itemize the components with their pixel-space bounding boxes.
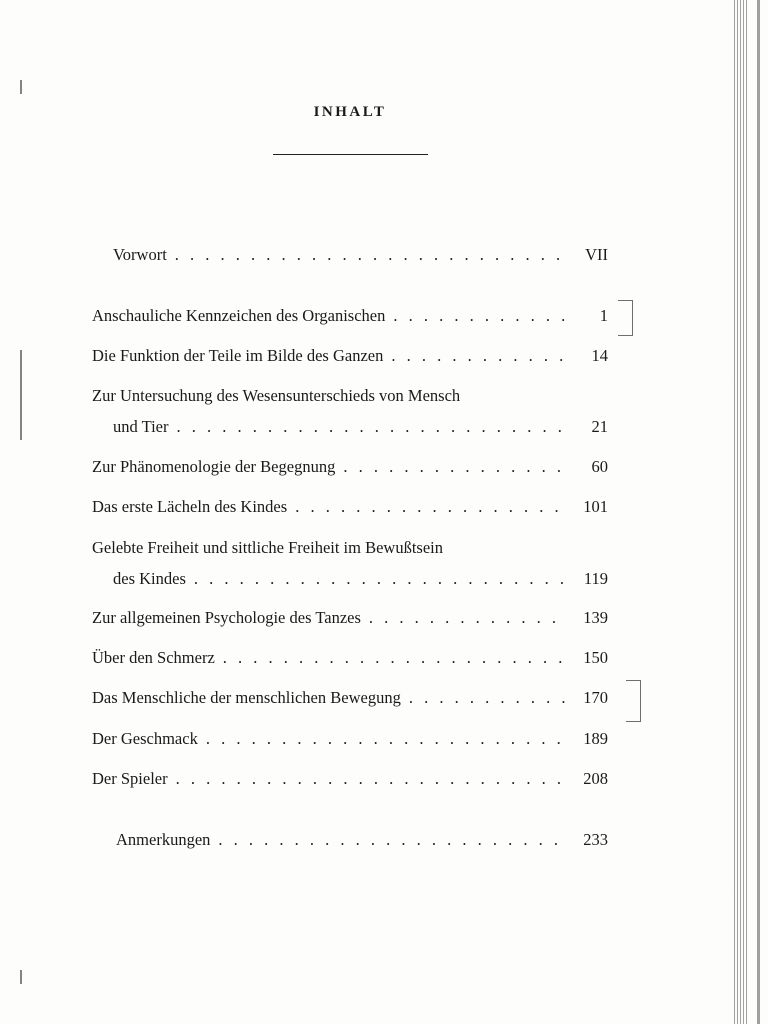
toc-entry-title-continued: des Kindes <box>113 569 186 588</box>
toc-entry[interactable] <box>92 648 608 679</box>
toc-entry-page: 189 <box>583 729 608 748</box>
toc-entry[interactable] <box>92 457 608 488</box>
toc-entry-page: 208 <box>583 769 608 788</box>
toc-entry-page: 60 <box>591 457 608 476</box>
toc-entry-title: Anmerkungen <box>116 830 211 849</box>
toc-entry-title: Vorwort <box>113 245 167 264</box>
leader-dots <box>176 769 566 789</box>
toc-entry-page: 101 <box>583 497 608 516</box>
leader-dots <box>343 457 566 477</box>
page-title: INHALT <box>313 104 387 120</box>
toc-entry-page: VII <box>585 245 608 264</box>
toc-entry-title: Das Menschliche der menschlichen Bewegung <box>92 688 401 707</box>
toc-entry-title: Über den Schmerz <box>92 648 215 667</box>
toc-entry[interactable] <box>92 538 608 600</box>
toc-entry-page: 1 <box>599 306 608 325</box>
leader-dots <box>369 608 566 628</box>
leader-dots <box>206 729 566 749</box>
leader-dots <box>218 830 566 850</box>
leader-dots <box>295 497 566 517</box>
toc-entry-page: 139 <box>583 608 608 627</box>
toc-entry-page: 150 <box>583 648 608 667</box>
toc-entry[interactable] <box>92 769 608 800</box>
toc-entry-page: 119 <box>583 569 608 588</box>
toc-entry-page: 170 <box>583 688 608 707</box>
toc-entry-title: Zur Phänomenologie der Begegnung <box>92 457 336 476</box>
leader-dots <box>223 648 566 668</box>
toc-entry-title: Zur allgemeinen Psychologie des Tanzes <box>92 608 361 627</box>
toc-entry[interactable] <box>92 346 608 377</box>
toc-entry-title: Gelebte Freiheit und sittliche Freiheit im Bewußtsein <box>92 538 444 557</box>
toc-entry[interactable] <box>92 306 608 337</box>
toc-entry-anmerkungen[interactable] <box>116 830 608 861</box>
leader-dots <box>194 569 566 589</box>
leader-dots <box>176 417 566 437</box>
toc-entry[interactable] <box>92 386 608 448</box>
leader-dots <box>391 346 566 366</box>
toc-entry-title: Der Geschmack <box>92 729 198 748</box>
toc-entry[interactable] <box>92 688 608 719</box>
toc-entry-page: 233 <box>583 830 608 849</box>
toc-entry[interactable] <box>92 497 608 528</box>
toc-entry-title: Der Spieler <box>92 769 168 788</box>
toc-entry[interactable] <box>92 608 608 639</box>
toc-entry-page: 21 <box>591 417 608 436</box>
toc-entry-vorwort[interactable] <box>113 245 608 276</box>
toc-entry-title: Das erste Lächeln des Kindes <box>92 497 288 516</box>
leader-dots <box>175 245 566 265</box>
leader-dots <box>409 688 566 708</box>
toc-entry-title-continued: und Tier <box>113 417 169 436</box>
toc-entry-title: Zur Untersuchung des Wesensunterschieds von Mensch <box>92 386 461 405</box>
leader-dots <box>393 306 566 326</box>
toc-entry-page: 14 <box>591 346 608 365</box>
toc-entry-title: Anschauliche Kennzeichen des Organischen <box>92 306 386 325</box>
toc-entry[interactable] <box>92 729 608 760</box>
toc-entry-title: Die Funktion der Teile im Bilde des Ganzen <box>92 346 384 365</box>
